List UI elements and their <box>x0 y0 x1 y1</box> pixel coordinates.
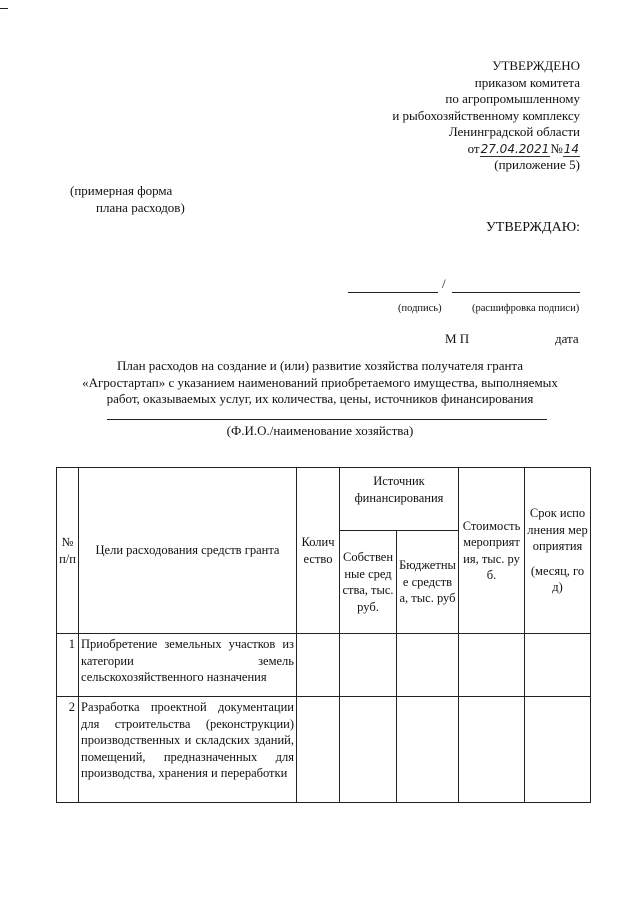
fio-caption: (Ф.И.О./наименование хозяйства) <box>226 423 414 438</box>
approved-date-line <box>392 141 580 158</box>
signature-decode-caption: (расшифровка подписи) <box>472 303 580 314</box>
signature-decode-line <box>452 280 580 293</box>
approved-line-4: и рыбохозяйственному комплексу <box>392 107 580 123</box>
table-header-row <box>57 468 591 531</box>
row-2-num: 2 <box>57 697 79 803</box>
header-cost: Стоимость мероприятия, тыс. руб. <box>459 468 525 634</box>
header-source: Источник финансирования <box>340 468 459 531</box>
row-1-cost <box>459 634 525 697</box>
approved-ot-label: от <box>467 140 480 156</box>
row-2-goal: Разработка проектной документации для строительства (реконструкции) производственных и складских зданий, помещений, предназначенных для производства, хранения и переработки <box>79 697 297 803</box>
header-goals: Цели расходования средств гранта <box>79 468 297 634</box>
row-1-goal: Приобретение земельных участков из категории земель сельскохозяйственного назначения <box>79 634 297 697</box>
row-1-own <box>340 634 397 697</box>
header-num: № п/п <box>57 468 79 634</box>
date-label: дата <box>555 331 579 346</box>
plan-title-line-1: План расходов на создание и (или) развитие хозяйства получателя гранта <box>116 358 524 373</box>
form-note-line-2: плана расходов) <box>96 200 185 215</box>
form-note-line-1: (примерная форма <box>70 183 173 198</box>
plan-title-line-3: работ, оказываемых услуг, их количества, цены, источников финансирования <box>106 391 534 406</box>
approved-line-2: приказом комитета <box>474 74 580 90</box>
plan-table <box>56 467 591 803</box>
header-qty: Количество <box>297 468 340 634</box>
row-1-num: 1 <box>57 634 79 697</box>
approved-line-5: Ленинградской области <box>448 124 580 139</box>
signature-slash: / <box>442 276 446 291</box>
form-note <box>70 182 185 216</box>
approve-heading: УТВЕРЖДАЮ: <box>485 220 580 235</box>
row-1-term <box>525 634 591 697</box>
approved-date-handwritten: 27.04.2021 <box>480 141 550 156</box>
row-2-own <box>340 697 397 803</box>
header-own-funds: Собственные средства, тыс. руб. <box>340 531 397 634</box>
table-row <box>57 697 591 803</box>
stamp-place-label: М П <box>445 331 470 346</box>
approval-stamp <box>392 58 580 174</box>
header-term-note: (месяц, год) <box>530 563 585 595</box>
corner-mark <box>0 8 8 9</box>
plan-title <box>60 358 580 408</box>
row-1-budget <box>397 634 459 697</box>
approved-line-3: по агропромышленному <box>445 91 580 106</box>
row-2-budget <box>397 697 459 803</box>
approved-appendix: (приложение 5) <box>494 157 580 172</box>
row-2-cost <box>459 697 525 803</box>
row-1-qty <box>297 634 340 697</box>
row-2-qty <box>297 697 340 803</box>
signature-caption: (подпись) <box>398 303 442 314</box>
approved-number-sign: № <box>550 140 563 156</box>
fio-underline <box>107 419 547 420</box>
header-budget-funds: Бюджетные средства, тыс. руб <box>397 531 459 634</box>
header-term <box>525 468 591 634</box>
table-row <box>57 634 591 697</box>
row-2-term <box>525 697 591 803</box>
header-term-text: Срок исполнения мероприятия <box>527 506 588 554</box>
plan-title-line-2: «Агростартап» с указанием наименований приобретаемого имущества, выполняемых <box>82 374 558 390</box>
signature-line <box>348 280 438 293</box>
approved-number-handwritten: 14 <box>563 141 579 156</box>
approved-title: УТВЕРЖДЕНО <box>492 58 580 73</box>
